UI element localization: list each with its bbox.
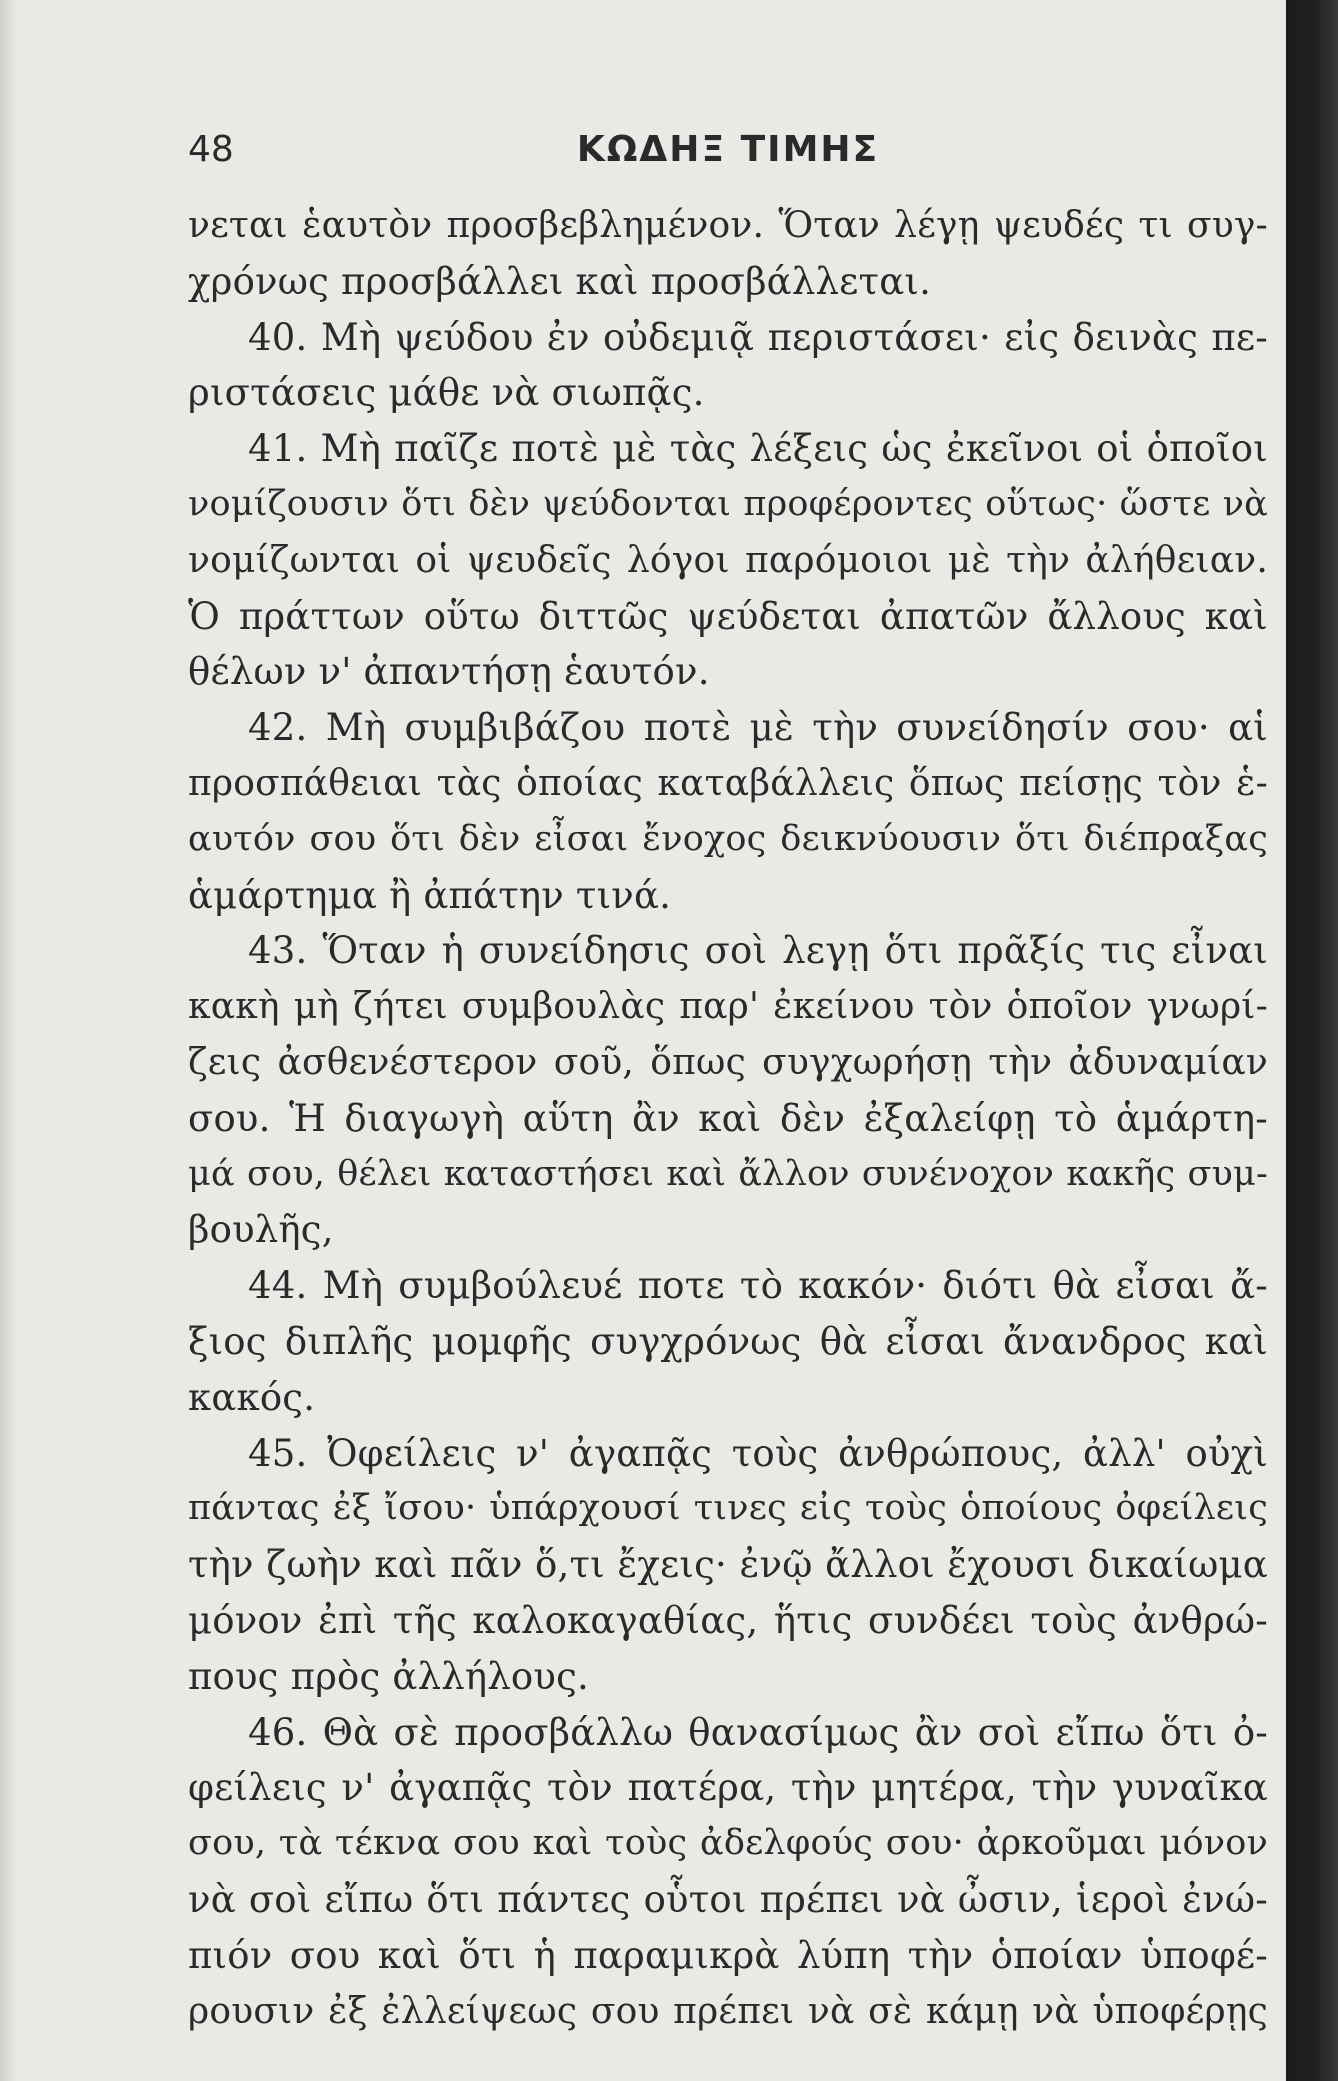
page-shadow <box>0 0 18 2081</box>
text-line: ριστάσεις μάθε νὰ σιωπᾷς. <box>188 371 705 415</box>
text-line: ἁμάρτημα ἢ ἀπάτην τινά. <box>188 873 672 917</box>
text-line: 45. Ὀφείλεις ν' ἀγαπᾷς τοὺς ἀνθρώπους, ἀλλ' οὐχὶ <box>248 1431 1268 1475</box>
text-line: νομίζουσιν ὅτι δὲν ψεύδονται προφέροντες οὕτως· ὥστε νὰ <box>188 483 1268 524</box>
book-spine-edge <box>1286 0 1338 2081</box>
text-line: χρόνως προσβάλλει καὶ προσβάλλεται. <box>188 259 932 303</box>
text-line: μά σου, θέλει καταστήσει καὶ ἄλλον συνένοχον κακῆς συμ- <box>188 1153 1268 1194</box>
text-line: ρουσιν ἐξ ἐλλείψεως σου πρέπει νὰ σὲ κάμῃ νὰ ὑποφέρῃς <box>188 1990 1268 2032</box>
text-line: 40. Μὴ ψεύδου ἐν οὐδεμιᾷ περιστάσει· εἰς δεινὰς πε- <box>248 315 1268 359</box>
text-line: νεται ἑαυτὸν προσβεβλημένον. Ὅταν λέγῃ ψευδές τι συγ- <box>188 205 1268 246</box>
text-line: πιόν σου καὶ ὅτι ἡ παραμικρὰ λύπη τὴν ὁποίαν ὑποφέ- <box>188 1933 1268 1977</box>
text-line: προσπάθειαι τὰς ὁποίας καταβάλλεις ὅπως πείσῃς τὸν ἑ- <box>188 762 1268 804</box>
text-line: νὰ σοὶ εἴπω ὅτι πάντες οὗτοι πρέπει νὰ ὦσιν, ἱεροὶ ἐνώ- <box>188 1877 1268 1921</box>
text-line: αυτόν σου ὅτι δὲν εἶσαι ἔνοχος δεικνύουσιν ὅτι διέπραξας <box>188 818 1268 859</box>
text-line: βουλῆς, <box>188 1208 334 1252</box>
text-line: Ὁ πράττων οὕτω διττῶς ψεύδεται ἀπατῶν ἄλλους καὶ <box>188 594 1268 638</box>
text-line: κακὴ μὴ ζήτει συμβουλὰς παρ' ἐκείνου τὸν ὁποῖον γνωρί- <box>188 986 1268 1028</box>
text-line: φείλεις ν' ἀγαπᾷς τὸν πατέρα, τὴν μητέρα, τὴν γυναῖκα <box>188 1766 1268 1810</box>
text-line: σου. Ἡ διαγωγὴ αὕτη ἂν καὶ δὲν ἐξαλείφῃ τὸ ἁμάρτη- <box>188 1096 1268 1140</box>
text-line: πάντας ἐξ ἴσου· ὑπάρχουσί τινες εἰς τοὺς ὁποίους ὀφείλεις <box>188 1488 1268 1529</box>
text-line: θέλων ν' ἀπαντήσῃ ἑαυτόν. <box>188 650 710 694</box>
text-line: μόνον ἐπὶ τῆς καλοκαγαθίας, ἥτις συνδέει τοὺς ἀνθρώ- <box>188 1598 1268 1642</box>
text-line: ξιος διπλῆς μομφῆς συγχρόνως θὰ εἶσαι ἄνανδρος καὶ <box>188 1319 1268 1363</box>
text-line: ζεις ἀσθενέστερον σοῦ, ὅπως συγχωρήσῃ τὴν ἀδυναμίαν <box>188 1041 1268 1083</box>
text-line: πους πρὸς ἀλλήλους. <box>188 1654 589 1698</box>
text-line: κακός. <box>188 1375 316 1419</box>
body-text <box>188 198 1268 2039</box>
text-line: νομίζωνται οἱ ψευδεῖς λόγοι παρόμοιοι μὲ τὴν ἀλήθειαν. <box>188 539 1268 581</box>
text-line: 43. Ὅταν ἡ συνείδησις σοὶ λεγῃ ὅτι πρᾶξίς τις εἶναι <box>248 929 1268 973</box>
text-line: 44. Μὴ συμβούλευέ ποτε τὸ κακόν· διότι θὰ εἶσαι ἄ- <box>248 1264 1268 1308</box>
text-line: 46. Θὰ σὲ προσβάλλω θανασίμως ἂν σοὶ εἴπω ὅτι ὀ- <box>248 1710 1268 1754</box>
text-line: σου, τὰ τέκνα σου καὶ τοὺς ἀδελφούς σου· ἀρκοῦμαι μόνον <box>188 1823 1268 1864</box>
page-number: 48 <box>188 129 234 170</box>
text-line: 42. Μὴ συμβιβάζου ποτὲ μὲ τὴν συνείδησίν σου· αἱ <box>248 706 1268 750</box>
page-header <box>188 120 1268 180</box>
text-line: 41. Μὴ παῖζε ποτὲ μὲ τὰς λέξεις ὡς ἐκεῖνοι οἱ ὁποῖοι <box>248 427 1268 471</box>
text-line: τὴν ζωὴν καὶ πᾶν ὅ,τι ἔχεις· ἐνῷ ἄλλοι ἔχουσι δικαίωμα <box>188 1543 1268 1587</box>
running-title: ΚΩΔΗΞ ΤΙΜΗΣ <box>576 129 880 170</box>
